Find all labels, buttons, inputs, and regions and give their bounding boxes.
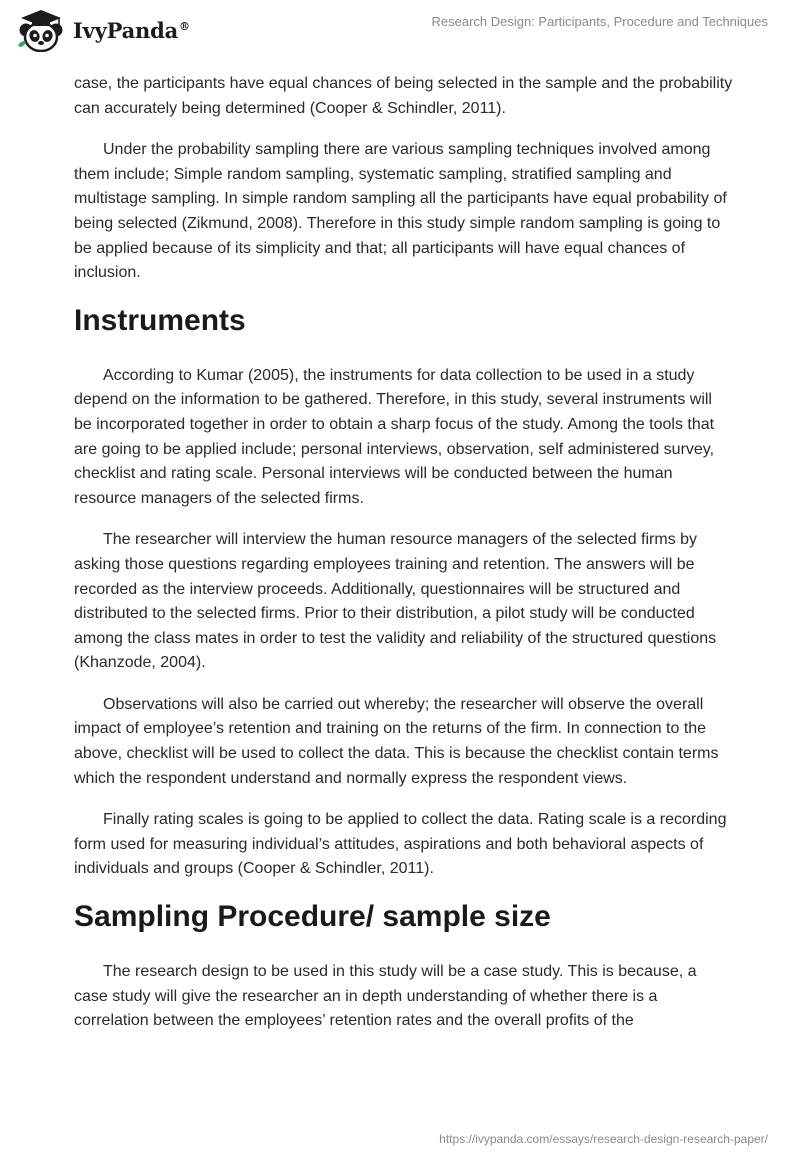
running-title: Research Design: Participants, Procedure and Techniques xyxy=(431,14,768,29)
paragraph: Finally rating scales is going to be applied to collect the data. Rating scale is a recording form used for measuring individual’s attitudes, aspirations and both behavioral aspects of individuals and groups (Cooper & Schindler, 2011). xyxy=(74,811,727,878)
paragraph: The researcher will interview the human resource managers of the selected firms by asking those questions regarding employees training and retention. The answers will be recorded as the interview proceeds. Additionally, questionnaires will be structured and distributed to the selected firms. Prior to their distribution, a pilot study will be conducted among the class mates in order to test the validity and reliability of the structured questions (Khanzode, 2004). xyxy=(74,531,717,672)
brand-name: IvyPanda® xyxy=(73,17,190,43)
panda-graduate-icon xyxy=(15,8,67,52)
paragraph: case, the participants have equal chances of being selected in the sample and the probability can accurately being determined (Cooper & Schindler, 2011). xyxy=(74,75,733,117)
page-header xyxy=(0,0,800,72)
source-url[interactable]: https://ivypanda.com/essays/research-design-research-paper/ xyxy=(439,1132,768,1146)
section-heading-sampling: Sampling Procedure/ sample size xyxy=(74,900,551,934)
paragraph: According to Kumar (2005), the instruments for data collection to be used in a study depend on the information to be gathered. Therefore, in this study, several instruments will be incorporated together in order to obtain a sharp focus of the study. Among the tools that are going to be applied include; personal interviews, observation, self administered survey, checklist and rating scale. Personal interviews will be conducted between the human resource managers of the selected firms. xyxy=(74,366,715,507)
paragraph: Under the probability sampling there are various sampling techniques involved among them include; Simple random sampling, systematic sampling, stratified sampling and multistage sampling. In simple random sampling all the participants have equal probability of being selected (Zikmund, 2008). Therefore in this study simple random sampling is going to be applied because of its simplicity and that; all participants will have equal chances of inclusion. xyxy=(74,141,727,282)
essay-body xyxy=(74,72,734,1051)
brand-logo[interactable] xyxy=(15,8,190,52)
section-heading-instruments: Instruments xyxy=(74,303,246,337)
paragraph: Observations will also be carried out whereby; the researcher will observe the overall impact of employee’s retention and training on the returns of the firm. In connection to the above, checklist will be used to collect the data. This is because the checklist contain terms which the respondent understand and normally express the respondent views. xyxy=(74,695,719,787)
paragraph: The research design to be used in this study will be a case study. This is because, a case study will give the researcher an in depth understanding of whether there is a correlation between the employees’ retention rates and the overall profits of the xyxy=(74,963,697,1030)
